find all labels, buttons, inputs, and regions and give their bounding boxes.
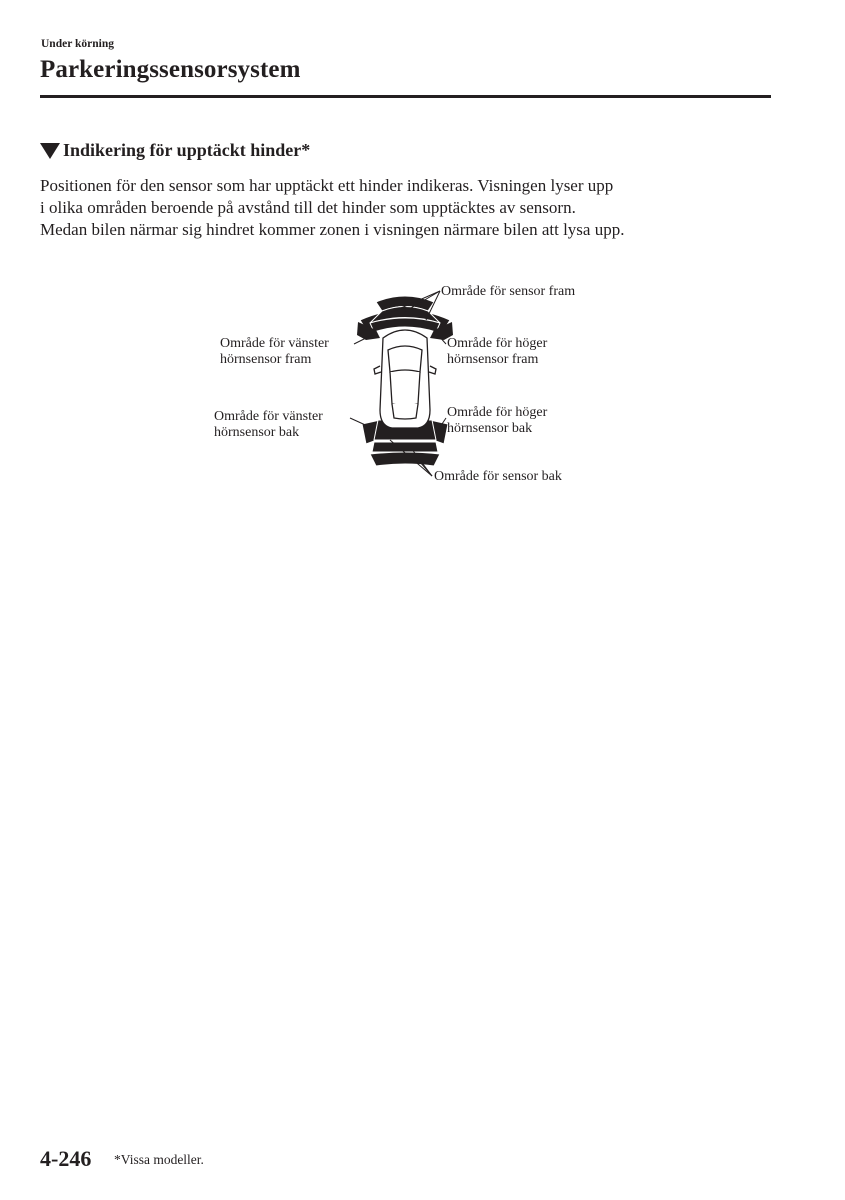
label-left-rear-line-1: Område för vänster [214, 409, 323, 424]
label-right-front-line-1: Område för höger [447, 336, 548, 351]
page-number: 4-246 [40, 1146, 92, 1171]
section-label: Under körning [41, 38, 114, 50]
label-right-front-corner [447, 336, 547, 368]
label-rear-sensor: Område för sensor bak [434, 469, 562, 484]
body-line-2: i olika områden beroende på avstånd till det hinder som upptäcktes av sensorn. [40, 198, 576, 217]
label-left-rear-corner [214, 409, 323, 441]
label-right-front-line-2: hörnsensor fram [447, 352, 539, 367]
label-right-rear-line-2: hörnsensor bak [447, 421, 533, 436]
footnote: *Vissa modeller. [114, 1152, 204, 1167]
label-left-front-line-1: Område för vänster [220, 336, 329, 351]
label-front-sensor: Område för sensor fram [441, 284, 576, 299]
body-line-1: Positionen för den sensor som har upptäckt ett hinder indikeras. Visningen lyser upp [40, 176, 614, 195]
label-left-front-corner [220, 336, 329, 368]
body-line-3: Medan bilen närmar sig hindret kommer zonen i visningen närmare bilen att lysa upp. [40, 220, 625, 239]
sensor-diagram [0, 0, 845, 520]
car-top-view [374, 330, 436, 428]
label-right-rear-line-1: Område för höger [447, 405, 548, 420]
label-right-rear-corner [447, 405, 547, 437]
page-title: Parkeringssensorsystem [40, 56, 301, 83]
front-sensor-zones [360, 296, 450, 333]
label-left-rear-line-2: hörnsensor bak [214, 425, 300, 440]
subheading-text: Indikering för upptäckt hinder* [63, 140, 311, 160]
label-left-front-line-2: hörnsensor fram [220, 352, 312, 367]
